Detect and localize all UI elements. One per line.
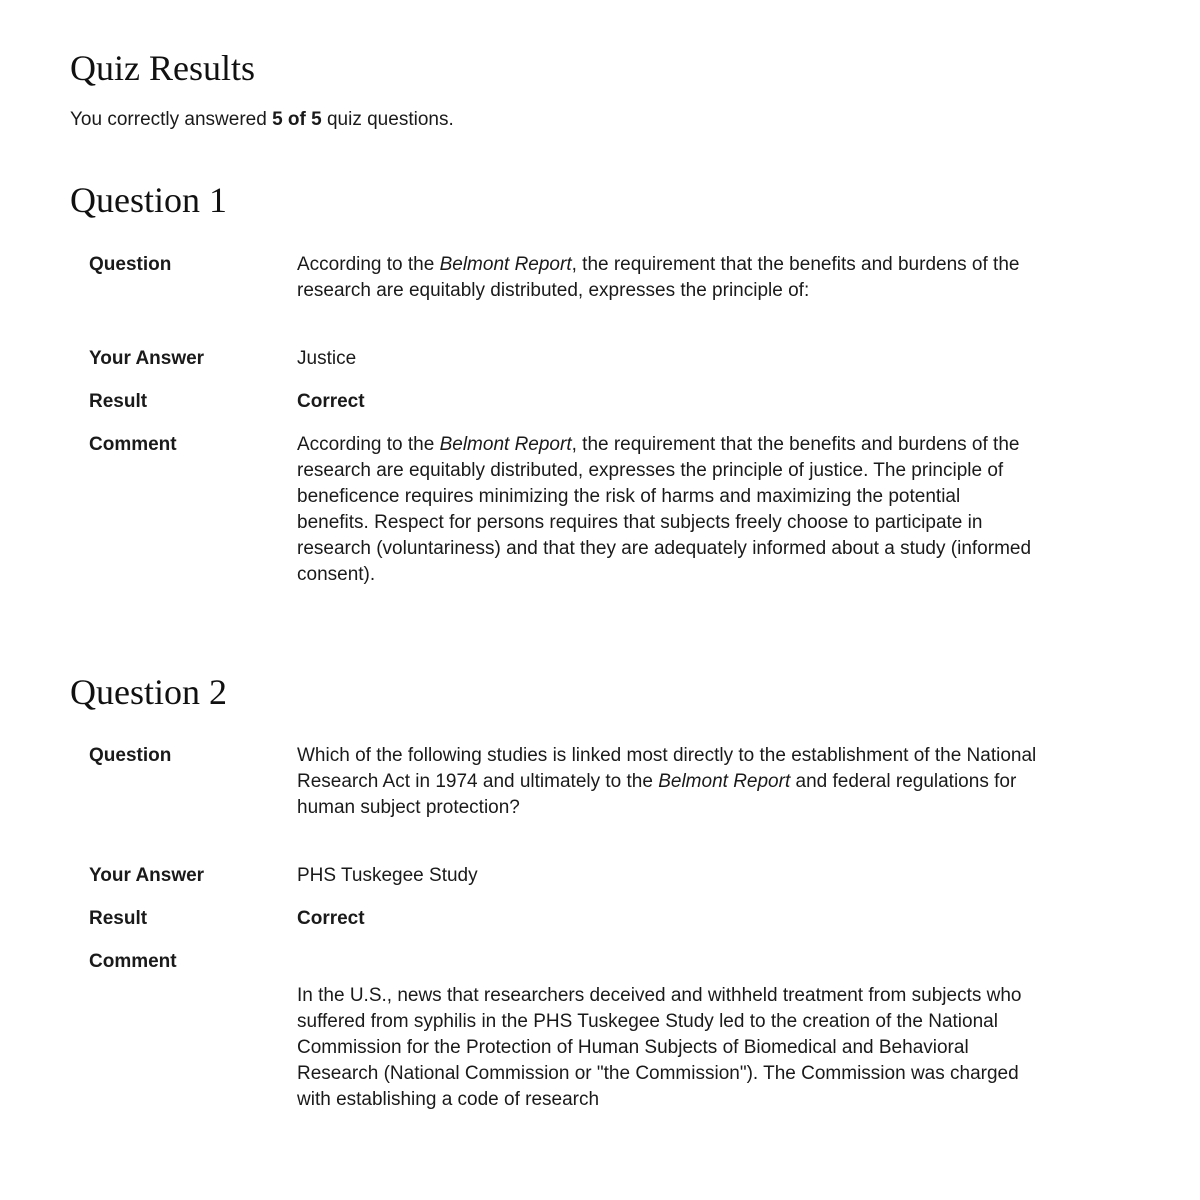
question-2-answer: PHS Tuskegee Study bbox=[297, 865, 478, 886]
score-summary-prefix: You correctly answered bbox=[70, 109, 273, 130]
question-2-question-label: Question bbox=[89, 745, 172, 766]
question-1-comment: According to the Belmont Report, the requirement that the benefits and burdens of the research are equitably distributed, expresses the principle of justice. The principle of beneficence requires minimizing the risk of harms and maximizing the potential benefits. Respect for persons requires that subjects freely choose to participate in research (voluntariness) and that they are adequately informed about a study (informed consent). bbox=[297, 434, 1032, 585]
question-1-comment-label: Comment bbox=[89, 434, 177, 455]
page-title: Quiz Results bbox=[70, 48, 255, 88]
question-2-comment: In the U.S., news that researchers deceived and withheld treatment from subjects who suffered from syphilis in the PHS Tuskegee Study led to the creation of the National Commission for the Protection of Human Subjects of Biomedical and Behavioral Research (National Commission or "the Commission"). The Commission was charged with establishing a code of research bbox=[297, 985, 1022, 1110]
question-2-result: Correct bbox=[297, 908, 365, 929]
question-1-result-label: Result bbox=[89, 391, 148, 412]
question-1-heading: Question 1 bbox=[70, 180, 227, 220]
question-1-question-text: According to the Belmont Report, the requirement that the benefits and burdens of the research are equitably distributed, expresses the principle of: bbox=[297, 254, 1020, 301]
score-summary bbox=[70, 108, 454, 132]
question-2-result-label: Result bbox=[89, 908, 148, 929]
question-2-question-text: Which of the following studies is linked most directly to the establishment of the National Research Act in 1974 and ultimately to the Belmont Report and federal regulations for human subject protection? bbox=[297, 745, 1037, 818]
question-2-answer-label: Your Answer bbox=[89, 865, 205, 886]
question-1-answer: Justice bbox=[297, 348, 357, 369]
question-1-answer-label: Your Answer bbox=[89, 348, 205, 369]
question-2-comment-label: Comment bbox=[89, 951, 177, 972]
question-2-heading: Question 2 bbox=[70, 672, 227, 712]
question-1-question-label: Question bbox=[89, 254, 172, 275]
score-value: 5 of 5 bbox=[272, 109, 322, 130]
question-1-result: Correct bbox=[297, 391, 365, 412]
score-summary-suffix: quiz questions. bbox=[321, 109, 454, 130]
